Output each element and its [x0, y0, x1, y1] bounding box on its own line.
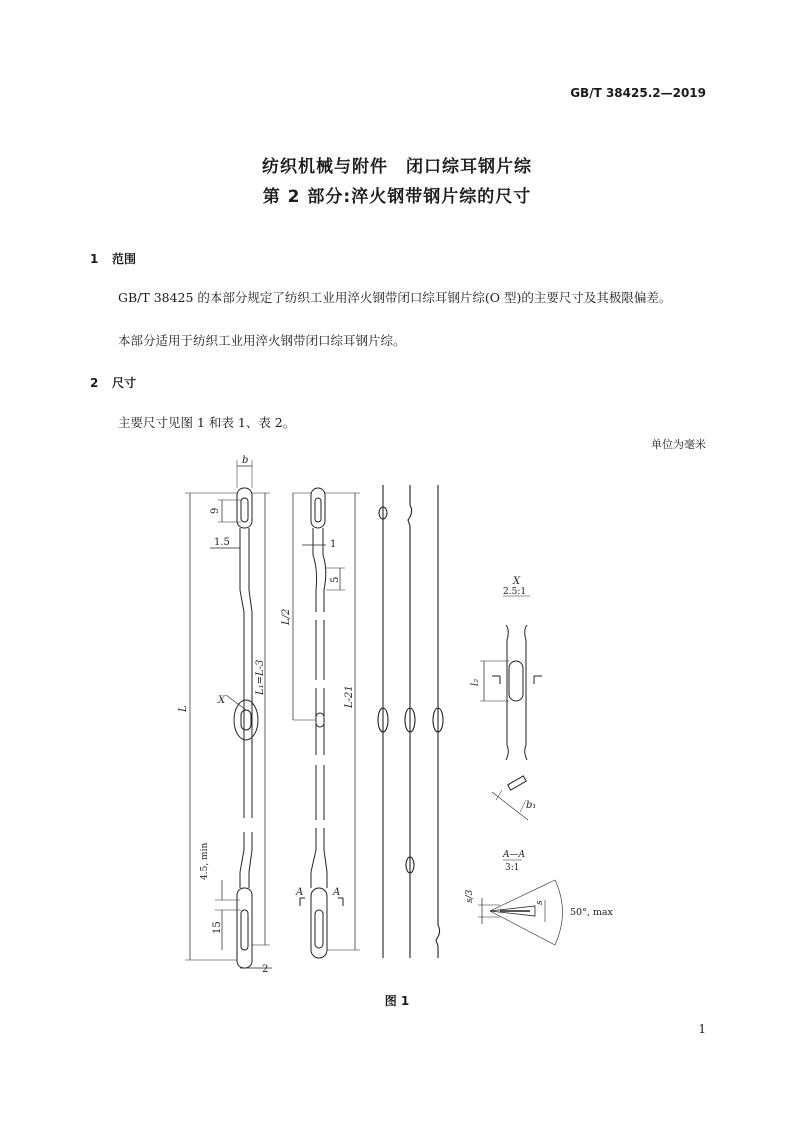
label-b: b	[242, 455, 249, 466]
document-title-line1: 纺织机械与附件 闭口综耳钢片综	[262, 157, 532, 177]
unit-note: 单位为毫米	[651, 438, 706, 451]
detail-x-view	[480, 596, 542, 760]
page-number: 1	[698, 1022, 706, 1036]
detail-b1-view	[492, 776, 528, 820]
label-b1: b₁	[526, 800, 537, 811]
label-1: 1	[330, 539, 337, 550]
heddle-edge-views	[378, 485, 443, 958]
label-A-left: A	[296, 887, 304, 898]
section-1-paragraph-2: 本部分适用于纺织工业用淬火钢带闭口综耳钢片综。	[118, 333, 406, 348]
label-A-right: A	[333, 887, 341, 898]
section-a-a-view	[478, 860, 563, 945]
label-l2: l₂	[470, 678, 481, 686]
label-15: 15	[212, 921, 223, 934]
label-section-scale: 3:1	[505, 863, 520, 873]
standard-code: GB/T 38425.2—2019	[570, 86, 706, 100]
label-L1: L₁=L-3	[255, 659, 266, 695]
section-2-paragraph-1: 主要尺寸见图 1 和表 1、表 2。	[118, 415, 296, 430]
figure-caption: 图 1	[384, 994, 410, 1008]
section-number: 1	[90, 252, 99, 266]
label-detail-X: X	[513, 576, 521, 587]
label-L-21: L-21	[344, 685, 355, 708]
label-L-half: L/2	[281, 608, 292, 625]
label-5: 5	[330, 576, 341, 583]
label-4-5-min: 4.5, min	[200, 842, 210, 880]
section-1-paragraph-1: GB/T 38425 的本部分规定了纺织工业用淬火钢带闭口综耳钢片综(O 型)的主要尺寸及其极限偏差。	[118, 290, 672, 305]
label-2: 2	[262, 964, 269, 975]
label-detail-X-scale: 2.5:1	[503, 587, 527, 597]
label-1-5: 1.5	[214, 537, 230, 548]
label-L: L	[178, 705, 189, 712]
label-X: X	[218, 695, 226, 706]
label-s: s	[535, 900, 545, 905]
section-title: 范围	[112, 252, 137, 266]
document-title-line2: 第 2 部分:淬火钢带钢片综的尺寸	[262, 187, 532, 207]
label-s-over-3: s/3	[465, 889, 475, 903]
label-section-A-A: A—A	[503, 850, 525, 860]
label-angle: 50°, max	[570, 907, 613, 918]
label-9: 9	[210, 507, 221, 514]
section-number: 2	[90, 376, 99, 390]
section-title: 尺寸	[112, 376, 137, 390]
